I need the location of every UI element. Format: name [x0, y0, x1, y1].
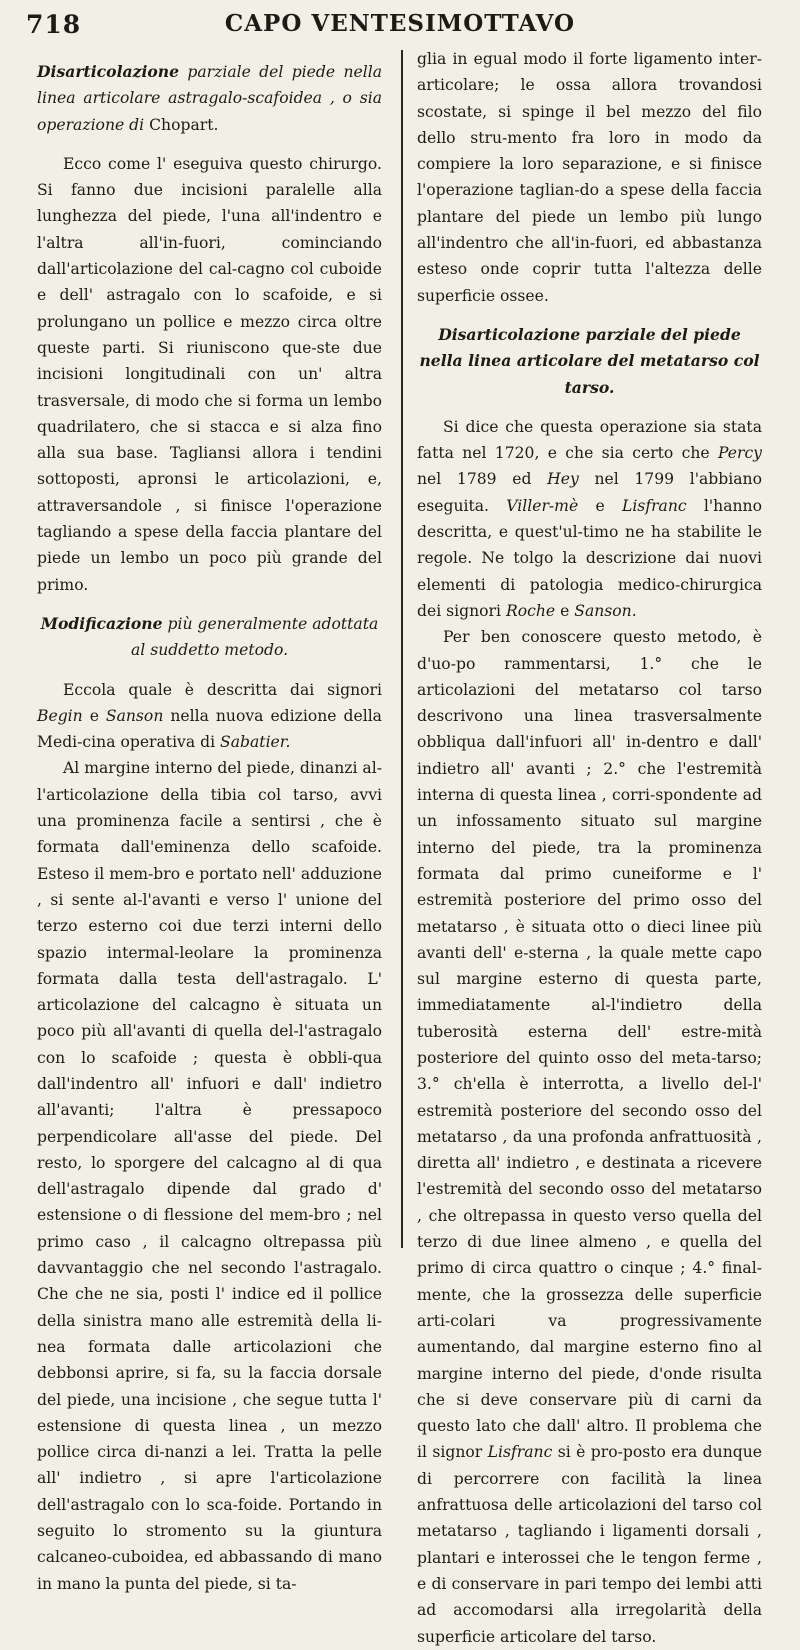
running-head: CAPO VENTESIMOTTAVO	[224, 10, 576, 37]
page-number: 718	[26, 10, 82, 39]
column-divider	[401, 50, 403, 1248]
paragraph-history: Si dice che questa operazione sia stata fatta nel 1720, e che sia certo che Percy nel 1789 ed Hey nel 1799 l'abbiano eseguita. Viller-mè e Lisfranc l'hanno descritta, e quest'ul-timo ne ha stabilite le regole. Ne tolgo la descrizione dai nuovi elementi di patologia medico-chirurgica dei signori Roche e Sanson.	[417, 417, 762, 620]
subsection-title-modification: Modificazione più generalmente adottata al suddetto metodo.	[40, 613, 379, 660]
paragraph-chopart-method: Ecco come l' eseguiva questo chirurgo. Si fanno due incisioni paralelle alla lunghezza del piede, l'una all'indentro e l'altra all'in-fuori, cominciando dall'articolazione del cal-cagno col cuboide e dell' astragalo con lo scafoide, e si prolungano un pollice e mezzo circa oltre queste parti. Si riuniscono que-ste due incisioni longitudinali con un' altra trasversale, di modo che si forma un lembo quadrilatero, che si stacca e si alza fino alla sua base. Tagliansi allora i tendini sottoposti, apronsi le articolazioni, e, attraversandole , si finisce l'operazione tagliando a spese della faccia plantare del piede un lembo un poco più grande del primo.	[37, 154, 382, 594]
paragraph-continuation: glia in egual modo il forte ligamento inter-articolare; le ossa allora trovandosi scostate, si spinge il bel mezzo del filo dello stru-mento fra loro in modo da compiere la loro separazione, e si finisce l'operazione taglian-do a spese della faccia plantare del piede un lembo più lungo all'indentro che all'in-fuori, ed abbastanza esteso onde coprir tutta l'altezza delle superficie ossee.	[417, 50, 762, 305]
section-title-metatarsal: Disarticolazione parziale del piede nella linea articolare del metatarso col tarso.	[419, 324, 760, 397]
paragraph-anatomy: Al margine interno del piede, dinanzi al-l'articolazione della tibia col tarso, avvi una prominenza facile a sentirsi , che è formata dall'eminenza dello scafoide. Esteso il mem-bro e portato nell' adduzione , si sente al-l'avanti e verso l' unione del terzo esterno coi due terzi interni dello spazio intermal-leolare la prominenza formata dalla testa dell'astragalo. L' articolazione del calcagno è situata un poco più all'avanti di quella del-l'astragalo con lo scafoide ; questa è obbli-qua dall'indentro all' infuori e dall' indietro all'avanti; l'altra è pressapoco perpendicolare all'asse del piede. Del resto, lo sporgere del calcagno al di qua dell'astragalo dipende dal grado d' estensione o di flessione del mem-bro ; nel primo caso , il calcagno oltrepassa più davvantaggio che nel secondo l'astragalo. Che che ne sia, posti l' indice ed il pollice della sinistra mano alle estremità della li-nea formata dalle articolazioni che debbonsi aprire, si fa, su la faccia dorsale del piede, una incisione , che segue tutta l' estensione di questa linea , un mezzo pollice circa di-nanzi a lei. Tratta la pelle all' indietro , si apre l'articolazione dell'astragalo con lo sca-foide. Portando in seguito lo stromento su la giuntura calcaneo-cuboidea, ed abbassando di mano in mano la punta del piede, si ta-	[37, 759, 382, 1593]
left-column	[37, 46, 382, 1597]
paragraph-begin-sanson: Eccola quale è descritta dai signori Begin e Sanson nella nuova edizione della Medi-cina operativa di Sabatier.	[37, 680, 382, 752]
section-title-chopart: Disarticolazione parziale del piede nella linea articolare astragalo-scafoidea , o sia operazione di Chopart.	[37, 62, 382, 134]
paragraph-method-description: Per ben conoscere questo metodo, è d'uo-po rammentarsi, 1.° che le articolazioni del metatarso col tarso descrivono una linea trasversalmente obbliqua dall'infuori all' in-dentro e dall' indietro all' avanti ; 2.° che l'estremità interna di questa linea , corri-spondente ad un infossamento situato sul margine interno del piede, tra la prominenza formata dal primo cuneiforme e l' estremità posteriore del primo osso del metatarso , è situata otto o dieci linee più avanti dell' e-sterna , la quale mette capo sul margine esterno di questa parte, immediatamente al-l'indietro della tuberosità esterna dell' estre-mità posteriore del quinto osso del meta-tarso; 3.° ch'ella è interrotta, a livello del-l' estremità posteriore del secondo osso del metatarso , da una profonda anfrattuosità , diretta all' indietro , e destinata a ricevere l'estremità del secondo osso del metatarso , che oltrepassa in questo verso quella del terzo di due linee almeno , e quella del primo di circa quattro o cinque ; 4.° final-mente, che la grossezza delle superficie arti-colari va progressivamente aumentando, dal margine esterno fino al margine interno del piede, d'onde risulta che si deve conservare più di carni da questo lato che dall' altro. Il problema che il signor Lisfranc si è pro-posto era dunque di percorrere con facilità la linea anfrattuosa delle articolazioni del tarso col metatarso , tagliando i ligamenti dorsali , plantari e interossei che le tengon ferme , e di conservare in pari tempo dei lembi atti ad accomodarsi alla irregolarità della superficie articolare del tarso.	[417, 628, 762, 1646]
right-column	[417, 46, 762, 1650]
